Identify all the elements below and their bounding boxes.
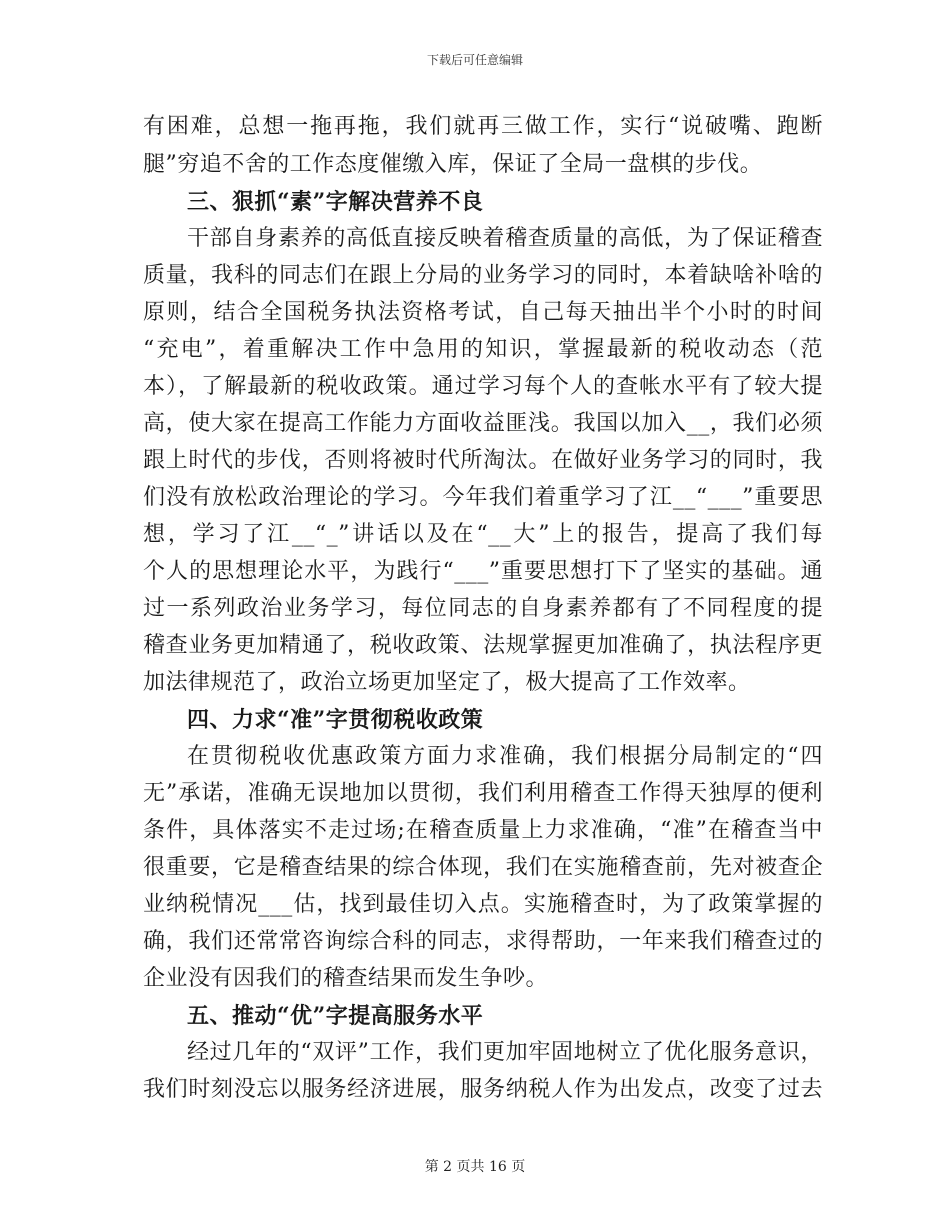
body-line: 想，学习了江__“_”讲话以及在“__大”上的报告，提高了我们每 — [143, 522, 823, 547]
page-footer: 第 2 页共 16 页 — [424, 1159, 526, 1175]
body-line: 很重要，它是稽查结果的综合体现，我们在实施稽查前，先对被查企 — [143, 855, 823, 880]
body-line: 质量，我科的同志们在跟上分局的业务学习的同时，本着缺啥补啥的 — [143, 263, 823, 288]
body-line: 原则，结合全国税务执法资格考试，自己每天抽出半个小时的时间 — [143, 300, 823, 325]
body-line: 无”承诺，准确无误地加以贯彻，我们利用稽查工作得天独厚的便利 — [143, 781, 823, 806]
section-heading: 三、狠抓“素”字解决营养不良 — [187, 189, 484, 215]
body-line: 过一系列政治业务学习，每位同志的自身素养都有了不同程度的提 — [143, 596, 823, 621]
body-line: 们没有放松政治理论的学习。今年我们着重学习了江__“___”重要思 — [143, 485, 823, 510]
body-line: “充电”，着重解决工作中急用的知识，掌握最新的税收动态（范 — [143, 337, 823, 362]
page-header: 下载后可任意编辑 — [426, 53, 523, 67]
paragraph-first-line: 经过几年的“双评”工作，我们更加牢固地树立了优化服务意识， — [187, 1040, 823, 1065]
body-line: 稽查业务更加精通了，税收政策、法规掌握更加准确了，执法程序更 — [143, 633, 823, 658]
body-line: 有困难，总想一拖再拖，我们就再三做工作，实行“说破嘴、跑断 — [143, 114, 823, 139]
body-line: 腿”穷追不舍的工作态度催缴入库，保证了全局一盘棋的步伐。 — [143, 152, 763, 177]
paragraph-first-line: 干部自身素养的高低直接反映着稽查质量的高低，为了保证稽查 — [187, 226, 823, 251]
body-line: 个人的思想理论水平，为践行“___”重要思想打下了坚实的基础。通 — [143, 559, 823, 584]
body-line: 我们时刻没忘以服务经济进展，服务纳税人作为出发点，改变了过去 — [143, 1077, 823, 1102]
body-line: 高，使大家在提高工作能力方面收益匪浅。我国以加入__，我们必须 — [143, 411, 823, 436]
body-line: 本），了解最新的税收政策。通过学习每个人的查帐水平有了较大提 — [143, 374, 823, 399]
body-line: 跟上时代的步伐，否则将被时代所淘汰。在做好业务学习的同时，我 — [143, 448, 823, 473]
section-heading: 四、力求“准”字贯彻税收政策 — [187, 707, 484, 733]
body-line: 条件，具体落实不走过场;在稽查质量上力求准确，“准”在稽查当中 — [143, 818, 823, 843]
body-line: 企业没有因我们的稽查结果而发生争吵。 — [143, 966, 549, 991]
body-line: 确，我们还常常咨询综合科的同志，求得帮助，一年来我们稽查过的 — [143, 929, 823, 954]
body-line: 加法律规范了，政治立场更加坚定了，极大提高了工作效率。 — [143, 670, 751, 695]
section-heading: 五、推动“优”字提高服务水平 — [187, 1003, 484, 1029]
paragraph-first-line: 在贯彻税收优惠政策方面力求准确，我们根据分局制定的“四 — [187, 744, 823, 769]
body-line: 业纳税情况___估，找到最佳切入点。实施稽查时，为了政策掌握的 — [143, 892, 823, 917]
